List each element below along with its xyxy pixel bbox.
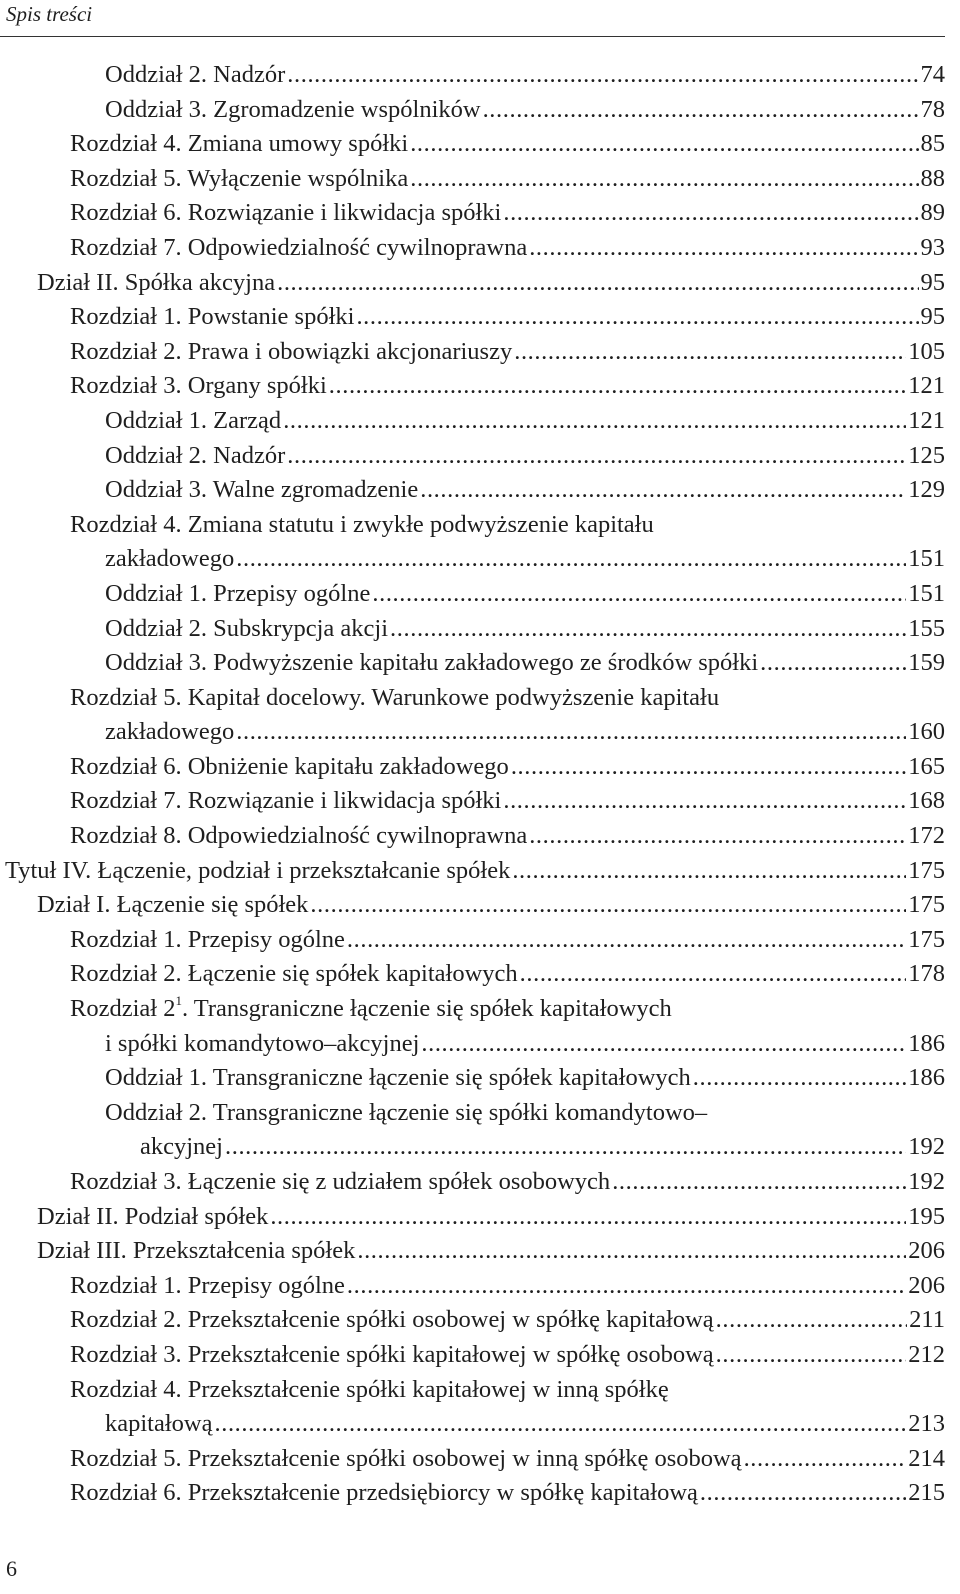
toc-entry bbox=[0, 266, 945, 301]
toc-entry-title: akcyjnej bbox=[140, 1133, 223, 1161]
toc-entry bbox=[0, 1373, 945, 1442]
page-number: 6 bbox=[6, 1556, 17, 1581]
dot-leader bbox=[503, 784, 906, 819]
toc-entry bbox=[0, 335, 945, 370]
dot-leader bbox=[410, 127, 918, 162]
toc-entry-title: Dział III. Przekształcenia spółek bbox=[37, 1237, 356, 1265]
toc-entry bbox=[0, 784, 945, 819]
toc-page-number: 89 bbox=[920, 199, 945, 227]
dot-leader bbox=[693, 1061, 906, 1096]
toc-page-number: 155 bbox=[908, 614, 945, 642]
toc-entry-title: i spółki komandytowo–akcyjnej bbox=[105, 1029, 420, 1057]
toc-entry bbox=[0, 58, 945, 93]
toc-entry-title: Rozdział 6. Przekształcenie przedsiębiorcy w spółkę kapitałową bbox=[70, 1479, 698, 1507]
dot-leader bbox=[287, 58, 918, 93]
dot-leader bbox=[329, 369, 906, 404]
toc-page-number: 105 bbox=[908, 337, 945, 365]
toc-title-part: Rozdział 2 bbox=[70, 995, 176, 1023]
dot-leader bbox=[700, 1476, 906, 1511]
toc-entry-title: kapitałową bbox=[105, 1410, 213, 1438]
toc-page-number: 151 bbox=[908, 579, 945, 607]
toc-page-number: 165 bbox=[908, 752, 945, 780]
toc-page-number: 95 bbox=[920, 268, 945, 296]
toc-title-part: . Transgraniczne łączenie się spółek kapitałowych bbox=[181, 995, 672, 1023]
dot-leader bbox=[236, 542, 906, 577]
dot-leader bbox=[420, 473, 906, 508]
toc-page-number: 88 bbox=[920, 164, 945, 192]
toc-entry-title: Oddział 2. Transgraniczne łączenie się spółki komandytowo– bbox=[105, 1098, 708, 1126]
toc-entry-title: Rozdział 1. Przepisy ogólne bbox=[70, 925, 345, 953]
toc-entry bbox=[0, 369, 945, 404]
dot-leader bbox=[215, 1407, 907, 1442]
toc-entry bbox=[0, 1338, 945, 1373]
dot-leader bbox=[760, 646, 906, 681]
toc-page-number: 78 bbox=[920, 95, 945, 123]
toc-page-number: 125 bbox=[908, 441, 945, 469]
toc-entry bbox=[0, 300, 945, 335]
toc-entry-title: Rozdział 4. Zmiana statutu i zwykłe podwyższenie kapitału bbox=[70, 510, 654, 538]
toc-entry-title: Rozdział 1. Przepisy ogólne bbox=[70, 1271, 345, 1299]
toc-entry bbox=[0, 1303, 945, 1338]
toc-entry bbox=[0, 923, 945, 958]
toc-page-number: 93 bbox=[920, 233, 945, 261]
dot-leader bbox=[347, 1269, 906, 1304]
toc-entry bbox=[0, 93, 945, 128]
toc-page-number: 159 bbox=[908, 649, 945, 677]
toc-entry-title: Oddział 2. Nadzór bbox=[105, 441, 286, 469]
toc-page-number: 186 bbox=[908, 1064, 945, 1092]
toc-page-number: 121 bbox=[908, 406, 945, 434]
toc-page-number: 129 bbox=[908, 476, 945, 504]
toc-page-number: 95 bbox=[920, 303, 945, 331]
toc-entry-title: Rozdział 2. Łączenie się spółek kapitałowych bbox=[70, 960, 518, 988]
toc-entry-title: Rozdział 5. Kapitał docelowy. Warunkowe podwyższenie kapitału bbox=[70, 683, 720, 711]
toc-entry-title: Dział II. Spółka akcyjna bbox=[37, 268, 276, 296]
toc-page-number: 213 bbox=[908, 1410, 945, 1438]
dot-leader bbox=[310, 888, 906, 923]
toc-entry bbox=[0, 231, 945, 266]
toc-entry-title: Oddział 3. Podwyższenie kapitału zakładowego ze środków spółki bbox=[105, 649, 759, 677]
dot-leader bbox=[744, 1442, 907, 1477]
toc-entry bbox=[0, 1061, 945, 1096]
toc-entry-title: Rozdział 6. Obniżenie kapitału zakładowego bbox=[70, 752, 509, 780]
dot-leader bbox=[357, 1234, 906, 1269]
dot-leader bbox=[483, 93, 919, 128]
dot-leader bbox=[356, 300, 918, 335]
toc-entry bbox=[0, 681, 945, 750]
toc-entry bbox=[0, 127, 945, 162]
dot-leader bbox=[390, 612, 906, 647]
toc-entry-title: Rozdział 7. Rozwiązanie i likwidacja spółki bbox=[70, 787, 502, 815]
toc-entry-title: zakładowego bbox=[105, 545, 235, 573]
toc-page-number: 211 bbox=[909, 1306, 945, 1334]
toc-page-number: 175 bbox=[908, 856, 945, 884]
toc-entry bbox=[0, 162, 945, 197]
toc-entry bbox=[0, 1165, 945, 1200]
toc-entry-title: Oddział 1. Przepisy ogólne bbox=[105, 579, 371, 607]
toc-entry bbox=[0, 1096, 945, 1165]
toc-page-number: 74 bbox=[920, 61, 945, 88]
dot-leader bbox=[503, 196, 918, 231]
toc-entry-title: Rozdział 8. Odpowiedzialność cywilnoprawna bbox=[70, 822, 528, 850]
dot-leader bbox=[225, 1130, 906, 1165]
table-of-contents bbox=[0, 58, 945, 1511]
toc-entry bbox=[0, 750, 945, 785]
running-header bbox=[0, 0, 945, 37]
toc-entry-title: Rozdział 2. Przekształcenie spółki osobowej w spółkę kapitałową bbox=[70, 1306, 714, 1334]
toc-entry-title: Dział II. Podział spółek bbox=[37, 1202, 269, 1230]
toc-entry bbox=[0, 646, 945, 681]
header-title: Spis treści bbox=[6, 2, 93, 26]
toc-entry bbox=[0, 439, 945, 474]
toc-page-number: 160 bbox=[908, 718, 945, 746]
dot-leader bbox=[529, 231, 918, 266]
dot-leader bbox=[410, 162, 918, 197]
toc-entry bbox=[0, 473, 945, 508]
dot-leader bbox=[421, 1027, 906, 1062]
toc-entry-title: zakładowego bbox=[105, 718, 235, 746]
toc-page-number: 214 bbox=[908, 1444, 945, 1472]
dot-leader bbox=[612, 1165, 906, 1200]
toc-entry-title: Oddział 2. Nadzór bbox=[105, 61, 286, 88]
toc-page-number: 168 bbox=[908, 787, 945, 815]
dot-leader bbox=[372, 577, 906, 612]
toc-page-number: 206 bbox=[908, 1271, 945, 1299]
toc-entry-title: Oddział 3. Walne zgromadzenie bbox=[105, 476, 419, 504]
toc-entry bbox=[0, 957, 945, 992]
dot-leader bbox=[529, 819, 906, 854]
toc-page-number: 175 bbox=[908, 925, 945, 953]
toc-entry-title: Rozdział 3. Organy spółki bbox=[70, 372, 327, 400]
toc-page-number: 172 bbox=[908, 822, 945, 850]
toc-entry-title: Rozdział 5. Przekształcenie spółki osobowej w inną spółkę osobową bbox=[70, 1444, 742, 1472]
toc-page-number: 121 bbox=[908, 372, 945, 400]
dot-leader bbox=[236, 715, 906, 750]
toc-page-number: 206 bbox=[908, 1237, 945, 1265]
toc-page-number: 212 bbox=[908, 1340, 945, 1368]
toc-entry-title: Rozdział 2. Prawa i obowiązki akcjonariuszy bbox=[70, 337, 513, 365]
toc-entry-title bbox=[70, 995, 672, 1022]
toc-entry bbox=[0, 508, 945, 577]
dot-leader bbox=[716, 1338, 907, 1373]
toc-entry bbox=[0, 612, 945, 647]
toc-entry-title: Rozdział 5. Wyłączenie wspólnika bbox=[70, 164, 409, 192]
superscript: 1 bbox=[175, 993, 182, 1009]
toc-entry bbox=[0, 404, 945, 439]
toc-page-number: 192 bbox=[908, 1133, 945, 1161]
toc-entry-title: Oddział 1. Zarząd bbox=[105, 406, 282, 434]
toc-entry-title: Oddział 1. Transgraniczne łączenie się spółek kapitałowych bbox=[105, 1064, 691, 1092]
toc-entry bbox=[0, 854, 945, 889]
toc-entry bbox=[0, 577, 945, 612]
toc-entry bbox=[0, 819, 945, 854]
toc-page-number: 178 bbox=[908, 960, 945, 988]
dot-leader bbox=[287, 439, 906, 474]
toc-entry-title: Dział I. Łączenie się spółek bbox=[37, 891, 309, 919]
toc-entry bbox=[0, 992, 945, 1061]
dot-leader bbox=[511, 750, 906, 785]
toc-entry-title: Rozdział 1. Powstanie spółki bbox=[70, 303, 355, 331]
toc-entry bbox=[0, 196, 945, 231]
toc-entry bbox=[0, 1476, 945, 1511]
dot-leader bbox=[270, 1200, 906, 1235]
dot-leader bbox=[512, 854, 906, 889]
toc-entry bbox=[0, 888, 945, 923]
dot-leader bbox=[277, 266, 918, 301]
dot-leader bbox=[283, 404, 906, 439]
toc-page-number: 186 bbox=[908, 1029, 945, 1057]
toc-entry-title: Rozdział 6. Rozwiązanie i likwidacja spółki bbox=[70, 199, 502, 227]
toc-entry-title: Rozdział 3. Przekształcenie spółki kapitałowej w spółkę osobową bbox=[70, 1340, 714, 1368]
toc-entry-title: Rozdział 7. Odpowiedzialność cywilnoprawna bbox=[70, 233, 528, 261]
toc-entry bbox=[0, 1269, 945, 1304]
toc-page-number: 195 bbox=[908, 1202, 945, 1230]
toc-entry-title: Rozdział 4. Zmiana umowy spółki bbox=[70, 130, 409, 158]
toc-entry bbox=[0, 1200, 945, 1235]
toc-entry bbox=[0, 1442, 945, 1477]
toc-entry-title: Oddział 2. Subskrypcja akcji bbox=[105, 614, 389, 642]
toc-page-number: 215 bbox=[908, 1479, 945, 1507]
toc-entry-title: Rozdział 3. Łączenie się z udziałem spółek osobowych bbox=[70, 1168, 611, 1195]
dot-leader bbox=[520, 957, 907, 992]
toc-entry-title: Oddział 3. Zgromadzenie wspólników bbox=[105, 95, 481, 123]
toc-entry bbox=[0, 1234, 945, 1269]
dot-leader bbox=[514, 335, 906, 370]
dot-leader bbox=[347, 923, 906, 958]
toc-entry-title: Tytuł IV. Łączenie, podział i przekształcanie spółek bbox=[5, 856, 511, 884]
toc-page-number: 175 bbox=[908, 891, 945, 919]
toc-page-number: 85 bbox=[920, 130, 945, 158]
toc-entry-title: Rozdział 4. Przekształcenie spółki kapitałowej w inną spółkę bbox=[70, 1375, 669, 1403]
dot-leader bbox=[716, 1303, 908, 1338]
toc-page-number: 151 bbox=[908, 545, 945, 573]
toc-page-number: 192 bbox=[908, 1168, 945, 1195]
